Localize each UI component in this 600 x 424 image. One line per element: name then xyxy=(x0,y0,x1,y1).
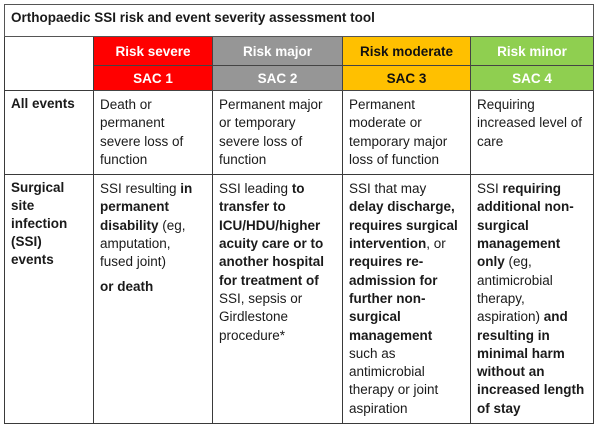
all-events-sac1-cell: Death or permanent severe loss of function xyxy=(94,91,213,175)
ssi-sac3-text-2: , or xyxy=(426,236,446,252)
severity-assessment-tool xyxy=(4,4,593,424)
ssi-sac4-bold: requiring additional non-surgical management only xyxy=(477,181,574,270)
sac-2-header: SAC 2 xyxy=(213,66,343,91)
ssi-sac3-cell xyxy=(343,175,471,424)
ssi-sac4-text: SSI xyxy=(477,181,503,197)
risk-minor-header: Risk minor xyxy=(471,37,594,66)
sac-4-header: SAC 4 xyxy=(471,66,594,91)
ssi-sac1-text-2: (eg, amputation, fused joint) xyxy=(100,217,186,270)
ssi-sac4-bold-2: and resulting in minimal harm without an increased length of stay xyxy=(477,309,585,416)
row-label-ssi-events: Surgical site infection (SSI) events xyxy=(5,175,94,424)
ssi-sac1-text: SSI resulting xyxy=(100,181,181,197)
sac-3-header: SAC 3 xyxy=(343,66,471,91)
ssi-sac2-text: SSI leading xyxy=(219,181,292,197)
ssi-sac3-text: SSI that may xyxy=(349,181,427,197)
ssi-sac3-bold-2: requires re-admission for further non-surgical management xyxy=(349,254,438,343)
table-title: Orthopaedic SSI risk and event severity assessment tool xyxy=(5,5,594,37)
all-events-sac2-cell: Permanent major or temporary severe loss of function xyxy=(213,91,343,175)
ssi-sac1-bold: in permanent disability xyxy=(100,181,193,233)
risk-major-header: Risk major xyxy=(213,37,343,66)
sac-1-header: SAC 1 xyxy=(94,66,213,91)
ssi-sac3-text-3: such as antimicrobial therapy or joint aspiration xyxy=(349,345,439,416)
ssi-sac3-bold: delay discharge, requires surgical intervention xyxy=(349,199,458,252)
ssi-sac4-text-2: (eg, antimicrobial therapy, aspiration) xyxy=(477,254,553,325)
all-events-sac4-cell: Requiring increased level of care xyxy=(471,91,594,175)
ssi-sac2-cell xyxy=(213,175,343,424)
risk-severe-header: Risk severe xyxy=(94,37,213,66)
all-events-sac3-cell: Permanent moderate or temporary major loss of function xyxy=(343,91,471,175)
ssi-sac1-bold-2: or death xyxy=(100,278,154,294)
risk-moderate-header: Risk moderate xyxy=(343,37,471,66)
header-blank-cell xyxy=(5,37,94,91)
ssi-sac2-text-2: SSI, sepsis or Girdlestone procedure* xyxy=(219,290,303,343)
severity-table xyxy=(4,4,594,424)
ssi-sac4-cell xyxy=(471,175,594,424)
ssi-events-row xyxy=(5,175,594,424)
ssi-sac1-cell xyxy=(94,175,213,424)
row-label-all-events: All events xyxy=(5,91,94,175)
all-events-row xyxy=(5,91,594,175)
ssi-sac2-bold: to transfer to ICU/HDU/higher acuity care or to another hospital for treatment of xyxy=(219,181,325,288)
